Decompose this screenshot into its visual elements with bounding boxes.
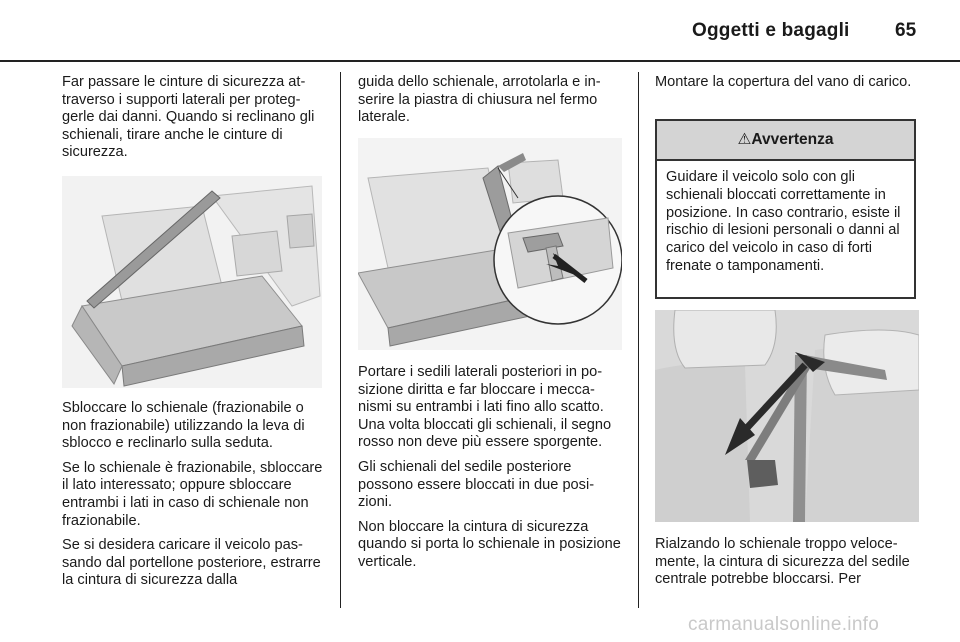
paragraph: Rialzando lo schienale troppo velocemente, la cintura di sicurezza del sedile centrale potrebbe bloccarsi. Per (655, 536, 910, 588)
column-divider-right (638, 72, 639, 608)
belt-guide-illustration (358, 138, 622, 350)
paragraph: guida dello schienale, arrotolarla e inserire la piastra di chiusura nel fermo laterale. (358, 74, 601, 126)
column-2-lower (358, 364, 622, 579)
paragraph: Far passare le cinture di sicurezza attraverso i supporti laterali per proteggerle dai danni. Quando si reclinano gli schienali, tirare anche le cinture di sicurezza. (62, 74, 315, 161)
warning-box (655, 119, 916, 299)
warning-icon: ⚠ (737, 131, 752, 148)
section-title: Oggetti e bagagli (692, 20, 850, 41)
paragraph: Se si desidera caricare il veicolo passando dal portellone posteriore, estrarre la cintura di sicurezza dalla (62, 537, 321, 589)
figure-belt-guide (358, 138, 622, 350)
paragraph: Se lo schienale è frazionabile, sbloccare il lato interessato; oppure sbloccare entrambi i lati in caso di schienale non frazionabile. (62, 459, 323, 529)
column-3 (655, 74, 919, 99)
column-1 (62, 74, 324, 169)
warning-header (657, 121, 914, 161)
paragraph: Gli schienali del sedile posteriore possono essere bloccati in due posizioni. (358, 458, 595, 511)
paragraph: Montare la copertura del vano di carico. (655, 74, 912, 90)
figure-center-belt (655, 310, 919, 522)
paragraph: Non bloccare la cintura di sicurezza quando si porta lo schienale in posizione verticale. (358, 518, 621, 570)
warning-text: Guidare il veicolo solo con gli schienali bloccati correttamente in posizione. In caso contrario, esiste il rischio di lesioni personali o danni al carico del veicolo in caso di forti frenate o tamponamenti. (666, 169, 901, 274)
column-3-lower (655, 536, 919, 596)
header-rule (0, 60, 960, 62)
paragraph: Sbloccare lo schienale (frazionabile o non frazionabile) utilizzando la leva di sblocco e reclinarlo sulla seduta. (62, 400, 305, 452)
warning-title: Avvertenza (751, 131, 834, 148)
watermark: carmanualsonline.info (688, 614, 880, 635)
center-belt-illustration (655, 310, 919, 522)
paragraph: Portare i sedili laterali posteriori in posizione diritta e far bloccare i meccanismi su entrambi i lati fino allo scatto. Una volta bloccati gli schienali, il segno rosso non deve più essere sporgente. (358, 364, 612, 451)
figure-seat-folded (62, 176, 322, 388)
column-divider-left (340, 72, 341, 608)
seat-folded-illustration (62, 176, 322, 388)
page-number: 65 (895, 20, 917, 41)
column-2 (358, 74, 622, 134)
column-1-lower (62, 400, 324, 597)
page-header (0, 0, 960, 62)
